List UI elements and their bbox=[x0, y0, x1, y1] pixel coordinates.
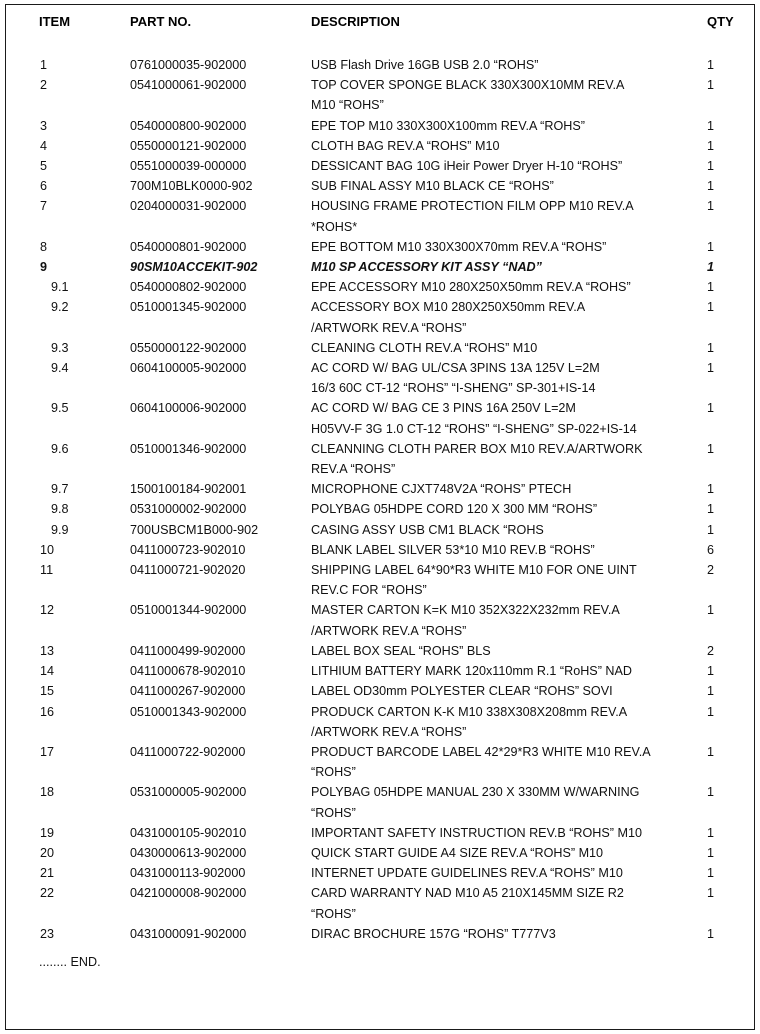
part-number: 0550000121-902000 bbox=[130, 138, 247, 153]
description-line: POLYBAG 05HDPE CORD 120 X 300 MM “ROHS” bbox=[311, 502, 598, 517]
table-header bbox=[6, 14, 754, 30]
description bbox=[311, 75, 706, 115]
item-number: 3 bbox=[40, 118, 48, 133]
quantity: 1 bbox=[707, 684, 715, 699]
parts-list-sheet bbox=[5, 4, 755, 1030]
item-number: 2 bbox=[40, 78, 48, 93]
description bbox=[311, 358, 706, 398]
quantity: 1 bbox=[707, 866, 715, 881]
item-number: 9.3 bbox=[51, 340, 69, 355]
part-number: 0421000008-902000 bbox=[130, 886, 247, 901]
quantity: 1 bbox=[707, 603, 715, 618]
part-number: 0540000802-902000 bbox=[130, 280, 247, 295]
part-number: 1500100184-902001 bbox=[130, 482, 247, 497]
description bbox=[311, 237, 706, 257]
part-number: 0541000061-902000 bbox=[130, 78, 247, 93]
table-row bbox=[6, 681, 754, 701]
description-line: PRODUCK CARTON K-K M10 338X308X208mm REV.A bbox=[311, 704, 628, 719]
quantity: 1 bbox=[707, 704, 715, 719]
quantity: 1 bbox=[707, 239, 715, 254]
description-line: “ROHS” bbox=[311, 805, 356, 820]
quantity: 1 bbox=[707, 138, 715, 153]
item-number: 12 bbox=[40, 603, 55, 618]
item-number: 10 bbox=[40, 542, 55, 557]
item-number: 7 bbox=[40, 199, 48, 214]
description-line: “ROHS” bbox=[311, 765, 356, 780]
part-number: 0411000678-902010 bbox=[130, 664, 246, 679]
part-number: 700M10BLK0000-902 bbox=[130, 179, 253, 194]
table-row bbox=[6, 641, 754, 661]
item-number: 1 bbox=[40, 58, 48, 72]
description-line: CLEANNING CLOTH PARER BOX M10 REV.A/ARTWORK bbox=[311, 441, 643, 456]
quantity: 1 bbox=[707, 845, 715, 860]
description bbox=[311, 479, 706, 499]
table-row bbox=[6, 257, 754, 277]
description-line: REV.C FOR “ROHS” bbox=[311, 583, 427, 598]
quantity: 1 bbox=[707, 300, 715, 315]
description-line: MASTER CARTON K=K M10 352X322X232mm REV.A bbox=[311, 603, 620, 618]
description-line: LABEL BOX SEAL “ROHS” BLS bbox=[311, 643, 491, 658]
description-line: EPE TOP M10 330X300X100mm REV.A “ROHS” bbox=[311, 118, 585, 133]
part-number: 0411000267-902000 bbox=[130, 684, 246, 699]
table-row bbox=[6, 237, 754, 257]
description-line: /ARTWORK REV.A “ROHS” bbox=[311, 320, 467, 335]
description bbox=[311, 641, 706, 661]
column-header-item: ITEM bbox=[39, 14, 71, 29]
description-line: H05VV-F 3G 1.0 CT-12 “ROHS” “I-SHENG” SP-022+IS-14 bbox=[311, 421, 637, 436]
item-number: 9.4 bbox=[51, 361, 69, 376]
item-number: 14 bbox=[40, 664, 55, 679]
table-row bbox=[6, 742, 754, 782]
table-row bbox=[6, 782, 754, 822]
description-line: REV.A “ROHS” bbox=[311, 462, 396, 477]
description-line: AC CORD W/ BAG UL/CSA 3PINS 13A 125V L=2M bbox=[311, 361, 600, 376]
item-number: 5 bbox=[40, 159, 48, 174]
item-number: 8 bbox=[40, 239, 48, 254]
description-line: TOP COVER SPONGE BLACK 330X300X10MM REV.A bbox=[311, 78, 625, 93]
table-row bbox=[6, 196, 754, 236]
part-number: 0551000039-000000 bbox=[130, 159, 247, 174]
item-number: 23 bbox=[40, 926, 55, 941]
item-number: 18 bbox=[40, 785, 55, 800]
description bbox=[311, 196, 706, 236]
table-row bbox=[6, 338, 754, 358]
item-number: 9 bbox=[40, 260, 48, 275]
description bbox=[311, 924, 706, 944]
description-line: SUB FINAL ASSY M10 BLACK CE “ROHS” bbox=[311, 179, 554, 194]
table-row bbox=[6, 136, 754, 156]
quantity: 1 bbox=[707, 118, 715, 133]
item-number: 17 bbox=[40, 744, 55, 759]
table-row bbox=[6, 520, 754, 540]
item-number: 9.5 bbox=[51, 401, 69, 416]
description bbox=[311, 277, 706, 297]
description-line: INTERNET UPDATE GUIDELINES REV.A “ROHS” M10 bbox=[311, 866, 623, 881]
description bbox=[311, 823, 706, 843]
quantity: 1 bbox=[707, 441, 715, 456]
description bbox=[311, 136, 706, 156]
part-number: 0550000122-902000 bbox=[130, 340, 247, 355]
description bbox=[311, 176, 706, 196]
description bbox=[311, 156, 706, 176]
table-row bbox=[6, 883, 754, 923]
description bbox=[311, 702, 706, 742]
description bbox=[311, 297, 706, 337]
description-line: “ROHS” bbox=[311, 906, 356, 921]
quantity: 2 bbox=[707, 563, 715, 578]
description-line: AC CORD W/ BAG CE 3 PINS 16A 250V L=2M bbox=[311, 401, 576, 416]
quantity: 1 bbox=[707, 785, 715, 800]
item-number: 9.1 bbox=[51, 280, 69, 295]
description bbox=[311, 499, 706, 519]
part-number: 0604100006-902000 bbox=[130, 401, 247, 416]
description-line: EPE BOTTOM M10 330X300X70mm REV.A “ROHS” bbox=[311, 239, 607, 254]
quantity: 1 bbox=[707, 361, 715, 376]
quantity: 1 bbox=[707, 744, 715, 759]
parts-table-body bbox=[6, 55, 754, 944]
description bbox=[311, 338, 706, 358]
description-line: PRODUCT BARCODE LABEL 42*29*R3 WHITE M10 REV.A bbox=[311, 744, 651, 759]
table-row bbox=[6, 702, 754, 742]
table-row bbox=[6, 924, 754, 944]
item-number: 21 bbox=[40, 866, 55, 881]
table-row bbox=[6, 75, 754, 115]
column-header-part-no: PART NO. bbox=[130, 14, 192, 29]
description-line: CASING ASSY USB CM1 BLACK “ROHS bbox=[311, 522, 544, 537]
end-note: ........ END. bbox=[39, 955, 101, 969]
description-line: CLEANING CLOTH REV.A “ROHS” M10 bbox=[311, 340, 538, 355]
part-number: 0510001344-902000 bbox=[130, 603, 247, 618]
quantity: 1 bbox=[707, 260, 715, 275]
part-number: 90SM10ACCEKIT-902 bbox=[130, 260, 258, 275]
description bbox=[311, 600, 706, 640]
description-line: MICROPHONE CJXT748V2A “ROHS” PTECH bbox=[311, 482, 572, 497]
description-line: DIRAC BROCHURE 157G “ROHS” T777V3 bbox=[311, 926, 556, 941]
part-number: 0510001346-902000 bbox=[130, 441, 247, 456]
description bbox=[311, 742, 706, 782]
part-number: 0430000613-902000 bbox=[130, 845, 247, 860]
column-header-description: DESCRIPTION bbox=[311, 14, 400, 29]
part-number: 0604100005-902000 bbox=[130, 361, 247, 376]
table-row bbox=[6, 823, 754, 843]
table-row bbox=[6, 661, 754, 681]
item-number: 11 bbox=[40, 563, 54, 578]
item-number: 6 bbox=[40, 179, 48, 194]
description bbox=[311, 398, 706, 438]
description-line: QUICK START GUIDE A4 SIZE REV.A “ROHS” M10 bbox=[311, 845, 604, 860]
description bbox=[311, 883, 706, 923]
item-number: 13 bbox=[40, 643, 55, 658]
part-number: 0510001343-902000 bbox=[130, 704, 247, 719]
quantity: 1 bbox=[707, 179, 715, 194]
quantity: 1 bbox=[707, 522, 715, 537]
quantity: 1 bbox=[707, 199, 715, 214]
quantity: 1 bbox=[707, 280, 715, 295]
part-number: 0431000113-902000 bbox=[130, 866, 246, 881]
description-line: M10 “ROHS” bbox=[311, 98, 384, 113]
description-line: /ARTWORK REV.A “ROHS” bbox=[311, 724, 467, 739]
quantity: 1 bbox=[707, 159, 715, 174]
table-row bbox=[6, 600, 754, 640]
description-line: 16/3 60C CT-12 “ROHS” “I-SHENG” SP-301+IS-14 bbox=[311, 381, 596, 396]
part-number: 0411000499-902000 bbox=[130, 643, 246, 658]
description bbox=[311, 863, 706, 883]
quantity: 1 bbox=[707, 886, 715, 901]
column-header-qty: QTY bbox=[707, 14, 734, 29]
part-number: 0204000031-902000 bbox=[130, 199, 247, 214]
table-row bbox=[6, 277, 754, 297]
description bbox=[311, 116, 706, 136]
part-number: 0431000105-902010 bbox=[130, 825, 247, 840]
description bbox=[311, 560, 706, 600]
description-line: IMPORTANT SAFETY INSTRUCTION REV.B “ROHS” M10 bbox=[311, 825, 642, 840]
description bbox=[311, 843, 706, 863]
description-line: ACCESSORY BOX M10 280X250X50mm REV.A bbox=[311, 300, 586, 315]
description-line: USB Flash Drive 16GB USB 2.0 “ROHS” bbox=[311, 58, 539, 72]
item-number: 16 bbox=[40, 704, 55, 719]
quantity: 2 bbox=[707, 643, 715, 658]
quantity: 6 bbox=[707, 542, 715, 557]
part-number: 0540000801-902000 bbox=[130, 239, 247, 254]
table-row bbox=[6, 560, 754, 600]
quantity: 1 bbox=[707, 340, 715, 355]
part-number: 0411000722-902000 bbox=[130, 744, 246, 759]
part-number: 0431000091-902000 bbox=[130, 926, 247, 941]
description-line: LITHIUM BATTERY MARK 120x110mm R.1 “RoHS” NAD bbox=[311, 664, 632, 679]
quantity: 1 bbox=[707, 502, 715, 517]
part-number: 700USBCM1B000-902 bbox=[130, 522, 259, 537]
description bbox=[311, 661, 706, 681]
part-number: 0531000005-902000 bbox=[130, 785, 247, 800]
table-row bbox=[6, 116, 754, 136]
description-line: CARD WARRANTY NAD M10 A5 210X145MM SIZE R2 bbox=[311, 886, 624, 901]
quantity: 1 bbox=[707, 401, 715, 416]
table-row bbox=[6, 479, 754, 499]
part-number: 0411000723-902010 bbox=[130, 542, 246, 557]
part-number: 0411000721-902020 bbox=[130, 563, 246, 578]
description-line: EPE ACCESSORY M10 280X250X50mm REV.A “ROHS” bbox=[311, 280, 631, 295]
item-number: 9.7 bbox=[51, 482, 69, 497]
item-number: 9.6 bbox=[51, 441, 69, 456]
item-number: 19 bbox=[40, 825, 55, 840]
description-line: DESSICANT BAG 10G iHeir Power Dryer H-10 “ROHS” bbox=[311, 159, 623, 174]
item-number: 20 bbox=[40, 845, 55, 860]
item-number: 9.9 bbox=[51, 522, 69, 537]
item-number: 15 bbox=[40, 684, 55, 699]
item-number: 4 bbox=[40, 138, 48, 153]
table-row bbox=[6, 156, 754, 176]
table-row bbox=[6, 398, 754, 438]
description-line: *ROHS* bbox=[311, 219, 358, 234]
quantity: 1 bbox=[707, 664, 715, 679]
quantity: 1 bbox=[707, 78, 715, 93]
part-number: 0510001345-902000 bbox=[130, 300, 247, 315]
description-line: /ARTWORK REV.A “ROHS” bbox=[311, 623, 467, 638]
description-line: HOUSING FRAME PROTECTION FILM OPP M10 REV.A bbox=[311, 199, 634, 214]
item-number: 22 bbox=[40, 886, 55, 901]
quantity: 1 bbox=[707, 825, 715, 840]
quantity: 1 bbox=[707, 926, 715, 941]
description-line: POLYBAG 05HDPE MANUAL 230 X 330MM W/WARNING bbox=[311, 785, 640, 800]
description bbox=[311, 681, 706, 701]
table-row bbox=[6, 499, 754, 519]
description-line: CLOTH BAG REV.A “ROHS” M10 bbox=[311, 138, 500, 153]
description bbox=[311, 439, 706, 479]
description bbox=[311, 782, 706, 822]
description bbox=[311, 520, 706, 540]
table-row bbox=[6, 843, 754, 863]
table-row bbox=[6, 55, 754, 75]
table-row bbox=[6, 439, 754, 479]
description bbox=[311, 55, 706, 75]
part-number: 0540000800-902000 bbox=[130, 118, 247, 133]
part-number: 0531000002-902000 bbox=[130, 502, 247, 517]
table-row bbox=[6, 176, 754, 196]
description-line: LABEL OD30mm POLYESTER CLEAR “ROHS” SOVI bbox=[311, 684, 613, 699]
table-row bbox=[6, 297, 754, 337]
description bbox=[311, 540, 706, 560]
quantity: 1 bbox=[707, 482, 715, 497]
description-line: M10 SP ACCESSORY KIT ASSY “NAD” bbox=[311, 260, 542, 275]
table-row bbox=[6, 358, 754, 398]
item-number: 9.8 bbox=[51, 502, 69, 517]
part-number: 0761000035-902000 bbox=[130, 58, 247, 72]
item-number: 9.2 bbox=[51, 300, 69, 315]
quantity: 1 bbox=[707, 58, 715, 72]
table-row bbox=[6, 863, 754, 883]
description-line: BLANK LABEL SILVER 53*10 M10 REV.B “ROHS” bbox=[311, 542, 595, 557]
description bbox=[311, 257, 706, 277]
table-row bbox=[6, 540, 754, 560]
description-line: SHIPPING LABEL 64*90*R3 WHITE M10 FOR ONE UINT bbox=[311, 563, 637, 578]
